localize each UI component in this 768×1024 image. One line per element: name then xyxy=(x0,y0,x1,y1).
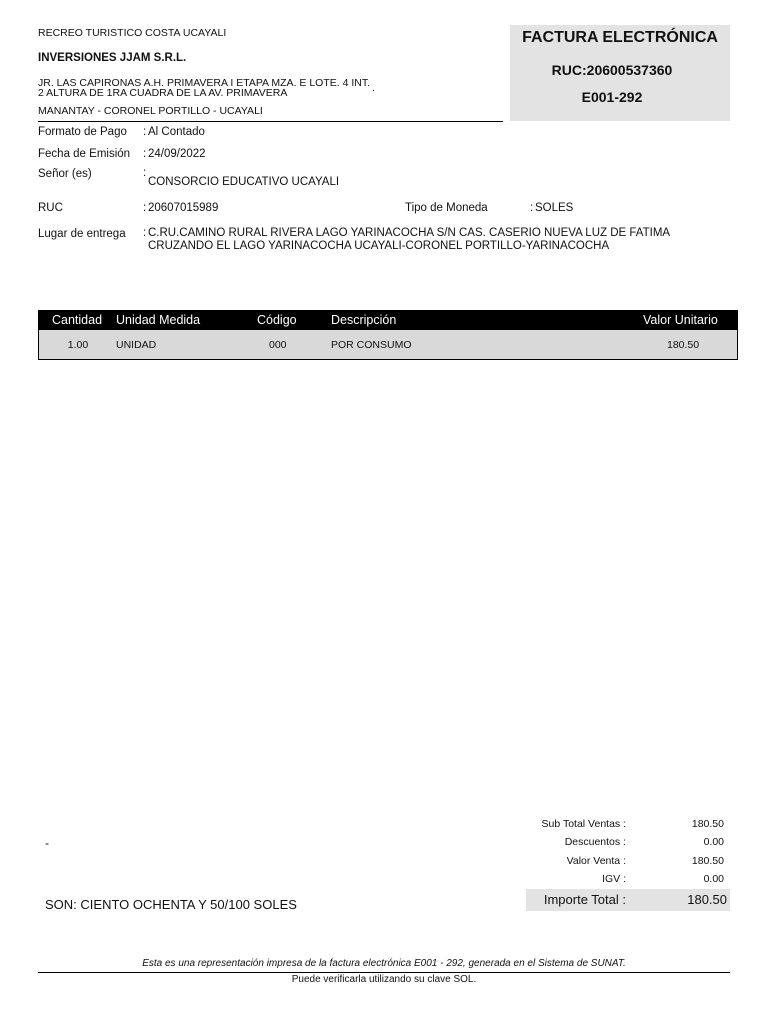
sale-value-label: Valor Venta : xyxy=(566,855,626,867)
colon: : xyxy=(143,167,147,179)
dash-mark: - xyxy=(45,836,49,850)
amount-in-words: SON: CIENTO OCHENTA Y 50/100 SOLES xyxy=(45,897,297,912)
invoice-id-box xyxy=(510,25,730,121)
row-quantity: 1.00 xyxy=(67,339,89,351)
payment-format-value: Al Contado xyxy=(148,126,205,138)
delivery-line-1: C.RU.CAMINO RURAL RIVERA LAGO YARINACOCHA S/N CAS. CASERIO NUEVA LUZ DE FATIMA xyxy=(148,227,671,239)
currency-value: SOLES xyxy=(535,202,574,214)
company-name: INVERSIONES JJAM S.R.L. xyxy=(38,52,187,64)
footer-verify-note: Puede verificarla utilizando su clave SOL. xyxy=(291,974,477,985)
invoice-number: E001-292 xyxy=(581,89,643,105)
header-unit-value: Valor Unitario xyxy=(643,313,718,327)
row-unit-value: 180.50 xyxy=(667,339,700,351)
subtotal-value: 180.50 xyxy=(691,818,724,830)
discounts-label: Descuentos : xyxy=(564,836,626,848)
client-ruc-label: RUC xyxy=(38,202,63,214)
client-label: Señor (es) xyxy=(38,168,92,180)
row-description: POR CONSUMO xyxy=(331,339,412,351)
colon: : xyxy=(143,202,147,214)
colon: : xyxy=(143,227,147,239)
total-label: Importe Total : xyxy=(543,892,626,907)
table-header xyxy=(39,311,737,330)
row-unit: UNIDAD xyxy=(116,339,157,351)
header-code: Código xyxy=(257,313,297,327)
footer-divider xyxy=(38,972,730,973)
footer-legal-note: Esta es una representación impresa de la factura electrónica E001 - 292, generada en el Sistema de SUNAT. xyxy=(142,958,626,969)
header-description: Descripción xyxy=(331,313,397,327)
total-value: 180.50 xyxy=(687,892,727,907)
address-line-2: 2 ALTURA DE 1RA CUADRA DE LA AV. PRIMAVERA xyxy=(38,87,288,99)
payment-format-label: Formato de Pago xyxy=(38,126,127,138)
address-line-1: JR. LAS CAPIRONAS A.H. PRIMAVERA I ETAPA MZA. E LOTE. 4 INT. xyxy=(38,77,371,89)
invoice-title: FACTURA ELECTRÓNICA xyxy=(522,29,718,46)
igv-label: IGV : xyxy=(602,873,626,885)
table-row xyxy=(39,330,737,359)
client-ruc-value: 20607015989 xyxy=(148,202,219,214)
header-quantity: Cantidad xyxy=(52,313,103,327)
issue-date-value: 24/09/2022 xyxy=(148,148,206,160)
sale-value-value: 180.50 xyxy=(691,855,724,867)
igv-value: 0.00 xyxy=(703,873,724,885)
header-divider xyxy=(38,121,503,122)
row-code: 000 xyxy=(269,339,287,351)
issuer-ruc: RUC:20600537360 xyxy=(551,62,673,78)
client-value: CONSORCIO EDUCATIVO UCAYALI xyxy=(148,176,340,188)
address-dot: . xyxy=(372,82,375,94)
address-line-3: MANANTAY - CORONEL PORTILLO - UCAYALI xyxy=(38,105,263,117)
trade-name: RECREO TURISTICO COSTA UCAYALI xyxy=(38,27,227,39)
currency-label: Tipo de Moneda xyxy=(405,202,488,214)
colon: : xyxy=(143,148,147,160)
colon: : xyxy=(143,126,147,138)
delivery-line-2: CRUZANDO EL LAGO YARINACOCHA UCAYALI-CORONEL PORTILLO-YARINACOCHA xyxy=(148,240,610,252)
delivery-label: Lugar de entrega xyxy=(38,228,126,240)
items-table xyxy=(38,310,738,360)
issue-date-label: Fecha de Emisión xyxy=(38,148,131,160)
header-unit: Unidad Medida xyxy=(116,313,201,327)
discounts-value: 0.00 xyxy=(703,836,724,848)
colon: : xyxy=(530,202,534,214)
subtotal-label: Sub Total Ventas : xyxy=(541,818,626,830)
